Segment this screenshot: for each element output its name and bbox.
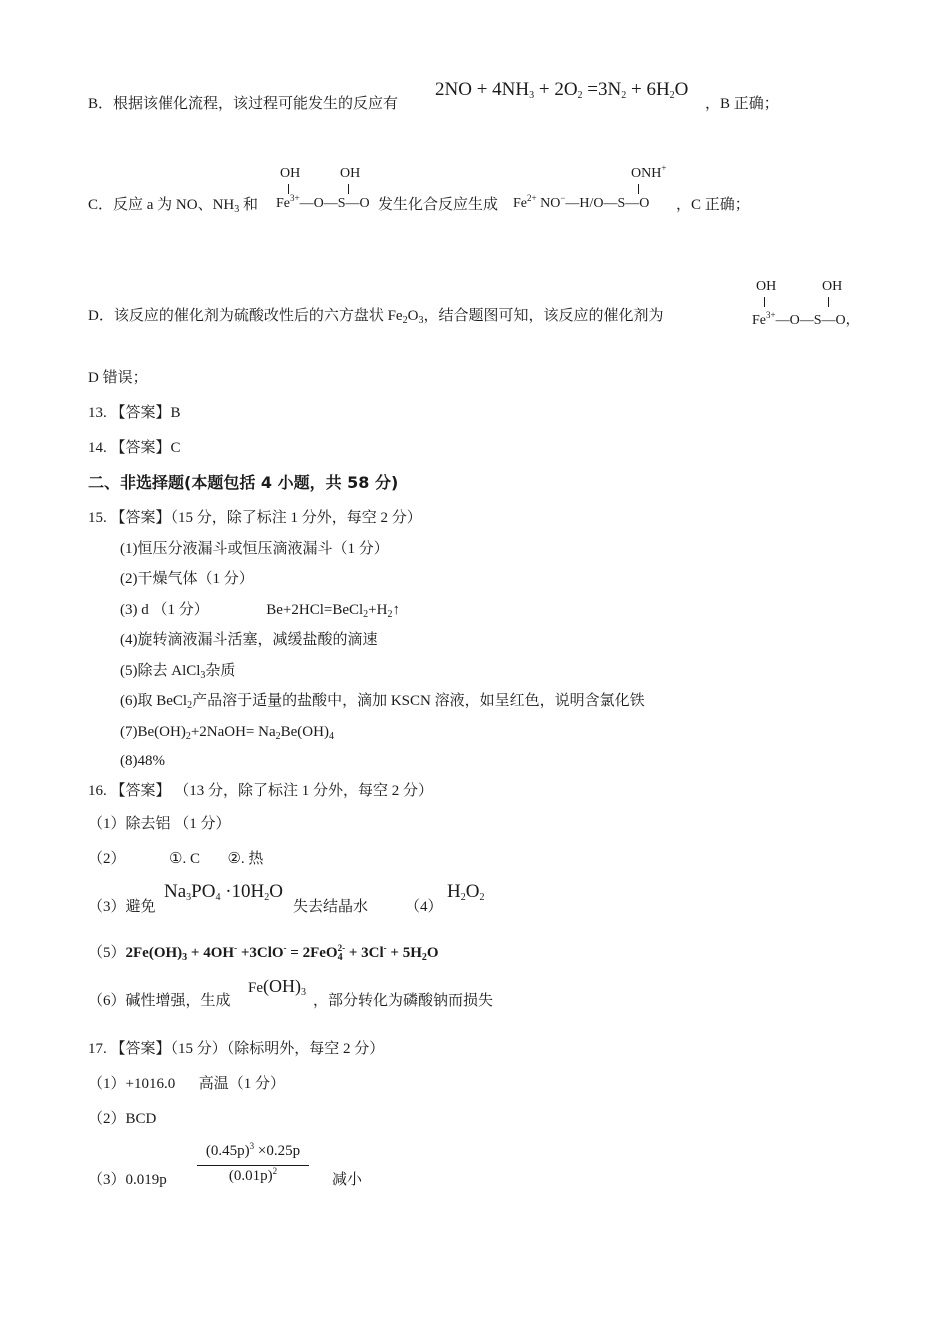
option-c-line: C．反应 a 为 NO、$NH_3$ 和 (88, 197, 259, 215)
answer-17-2: （2）BCD (88, 1111, 157, 1127)
answer-15-3: (3) d （1 分） $Be+2HCl=BeCl_2+H_2↑$ (120, 602, 400, 620)
answer-13: 13. 【答案】B (88, 405, 181, 421)
answer-16-6-tail: ，部分转化为磷酸钠而损失 (313, 993, 494, 1009)
fraction-numerator: $(0.45p)^3 \times 0.25p$ (205, 1141, 301, 1159)
formula-fe-oh3: $Fe(OH)_3$ (248, 976, 306, 998)
answer-16-3: （3）避免 (88, 899, 156, 915)
answer-16-4: （4） (405, 899, 443, 915)
answer-16-1: （1）除去铝 （1 分） (88, 816, 231, 832)
bond-line (288, 184, 289, 194)
answer-17-3-tail: 减小 (332, 1172, 363, 1188)
bond-line (764, 297, 765, 307)
bond-line (638, 184, 639, 194)
answer-16-3-tail: 失去结晶水 (293, 899, 369, 915)
option-d-line: D．该反应的催化剂为硫酸改性后的六方盘状 $Fe_2O_3$，结合题图可知，该反应的催化剂为 (88, 308, 664, 326)
option-b-tail: ，B 正确； (705, 96, 779, 112)
answer-15-8: (8)48% (120, 753, 165, 769)
formula-na3po4-10h2o: $Na_3PO_4 \cdot 10H_2O$ (164, 881, 283, 903)
option-b-label: B．根据该催化流程，该过程可能发生的反应有 (88, 96, 399, 112)
answer-15-6: (6)取 BeCl$_2$产品溶于适量的盐酸中，滴加 KSCN 溶液，如呈红色，说明含氯化铁 (120, 693, 645, 711)
option-c-mid: 发生化合反应生成 (378, 197, 499, 213)
answer-17-1: （1）+1016.0 高温（1 分） (88, 1076, 285, 1092)
option-b-line (88, 94, 398, 114)
onh4-label: ONH+ (631, 163, 667, 181)
section-heading: 二、非选择题(本题包括 4 小题，共 58 分) (88, 473, 399, 492)
answer-16-head: 16. 【答案】 （13 分，除了标注 1 分外，每空 2 分） (88, 783, 434, 799)
bond-line (348, 184, 349, 194)
answer-17-3: （3）0.019p (88, 1172, 167, 1188)
fraction-bar (197, 1165, 309, 1166)
answer-15-5: (5)除去 AlCl$_3$杂质 (120, 663, 236, 681)
option-d-tail: D 错误； (88, 370, 148, 386)
answer-17-head: 17. 【答案】（15 分）（除标明外，每空 2 分） (88, 1041, 385, 1057)
fraction-denominator: $(0.01p)^2$ (228, 1166, 278, 1184)
oh-label: OH (756, 279, 777, 294)
oh-label: OH (822, 279, 843, 294)
answer-15-4: (4)旋转滴液漏斗活塞，减缓盐酸的滴速 (120, 632, 378, 648)
oh-label: OH (340, 166, 361, 181)
answer-16-5: $(5)2Fe(OH)_3 + 4OH^- +3ClO^- = 2FeO_4^{2-} + 3Cl^- + 5H_2O$ (88, 943, 439, 963)
oh-label: OH (280, 166, 301, 181)
bond-line (828, 297, 829, 307)
option-b-equation: $2NO + 4NH_3 + 2O_2 =3N_2 + 6H_2O$ (435, 79, 689, 101)
answer-15-7: $(7)Be(OH)_2+2NaOH= Na_2Be(OH)_4$ (120, 724, 334, 742)
answer-15-1: (1)恒压分液漏斗或恒压滴液漏斗（1 分） (120, 541, 389, 557)
answer-16-6: （6）碱性增强，生成 (88, 993, 231, 1009)
answer-15-head: 15. 【答案】（15 分，除了标注 1 分外，每空 2 分） (88, 510, 422, 526)
formula-h2o2: $H_2O_2$ (447, 881, 485, 903)
answer-14: 14. 【答案】C (88, 440, 181, 456)
answer-15-2: (2)干燥气体（1 分） (120, 571, 254, 587)
kp-fraction (197, 1143, 309, 1191)
answer-16-2: （2） ①. C ②. 热 (88, 851, 264, 867)
option-c-tail: ，C 正确； (676, 197, 750, 213)
